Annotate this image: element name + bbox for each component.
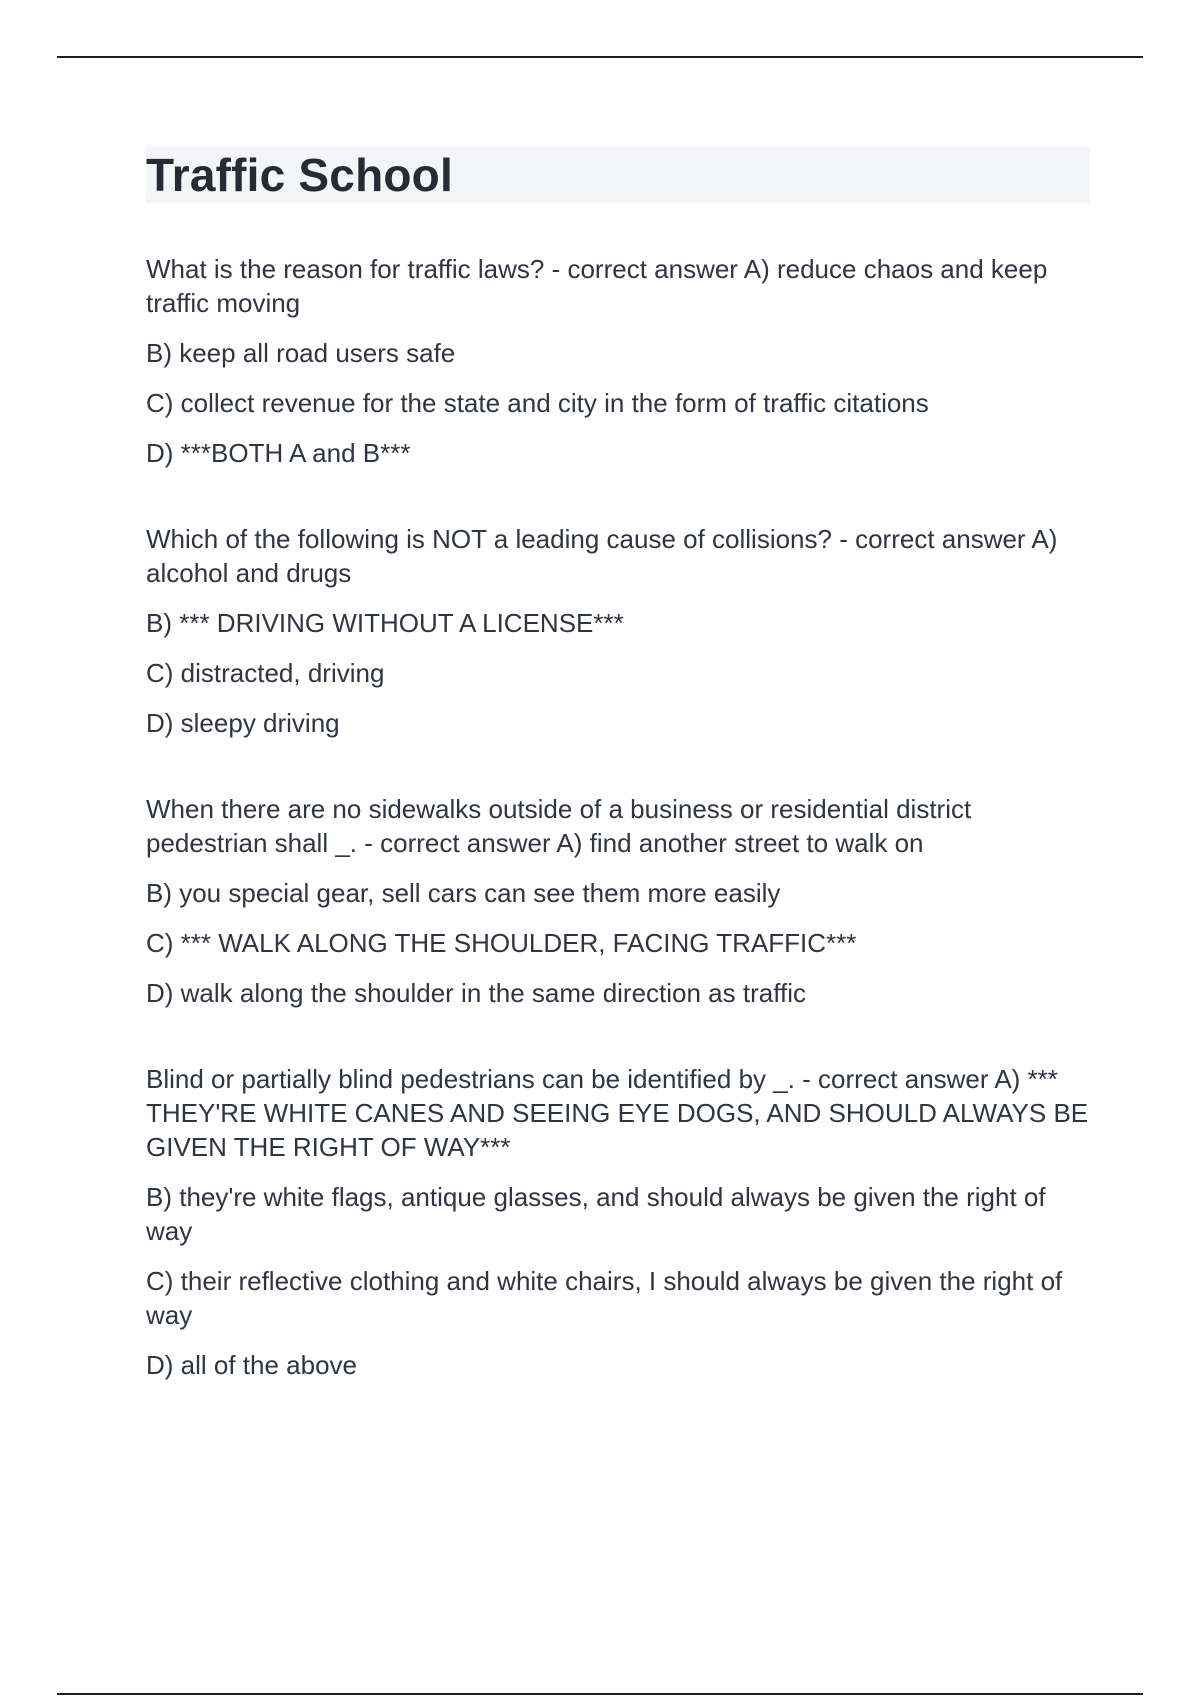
answer-option-d: D) sleepy driving (146, 708, 340, 738)
question-text: Which of the following is NOT a leading cause of collisions? - correct answer A) alcohol and drugs (146, 524, 1058, 588)
answer-option-b: B) *** DRIVING WITHOUT A LICENSE*** (146, 608, 624, 638)
top-rule (57, 56, 1143, 58)
document-title: Traffic School (146, 148, 453, 201)
qa-item-3 (146, 792, 1090, 1010)
answer-option-b: B) you special gear, sell cars can see them more easily (146, 878, 781, 908)
question-text: When there are no sidewalks outside of a business or residential district pedestrian shall _. - correct answer A) find another street to walk on (146, 794, 972, 858)
document-content (146, 146, 1090, 1434)
qa-list (146, 252, 1090, 1382)
answer-option-c: C) their reflective clothing and white chairs, I should always be given the right of way (146, 1266, 1063, 1330)
answer-option-c: C) *** WALK ALONG THE SHOULDER, FACING TRAFFIC*** (146, 928, 857, 958)
answer-option-d: D) walk along the shoulder in the same direction as traffic (146, 978, 806, 1008)
answer-option-d: D) all of the above (146, 1350, 358, 1380)
answer-option-b: B) keep all road users safe (146, 338, 456, 368)
answer-option-d: D) ***BOTH A and B*** (146, 438, 411, 468)
bottom-rule (57, 1693, 1143, 1695)
qa-item-1 (146, 252, 1090, 470)
question-text: What is the reason for traffic laws? - correct answer A) reduce chaos and keep traffic moving (146, 254, 1048, 318)
answer-option-b: B) they're white flags, antique glasses, and should always be given the right of way (146, 1182, 1046, 1246)
question-text: Blind or partially blind pedestrians can be identified by _. - correct answer A) *** THEY'RE WHITE CANES AND SEEING EYE DOGS, AND SHOULD ALWAYS BE GIVEN THE RIGHT OF WAY*** (146, 1064, 1089, 1162)
qa-item-4 (146, 1062, 1090, 1382)
title-band (146, 146, 1090, 203)
qa-item-2 (146, 522, 1090, 740)
answer-option-c: C) collect revenue for the state and city in the form of traffic citations (146, 388, 929, 418)
answer-option-c: C) distracted, driving (146, 658, 385, 688)
